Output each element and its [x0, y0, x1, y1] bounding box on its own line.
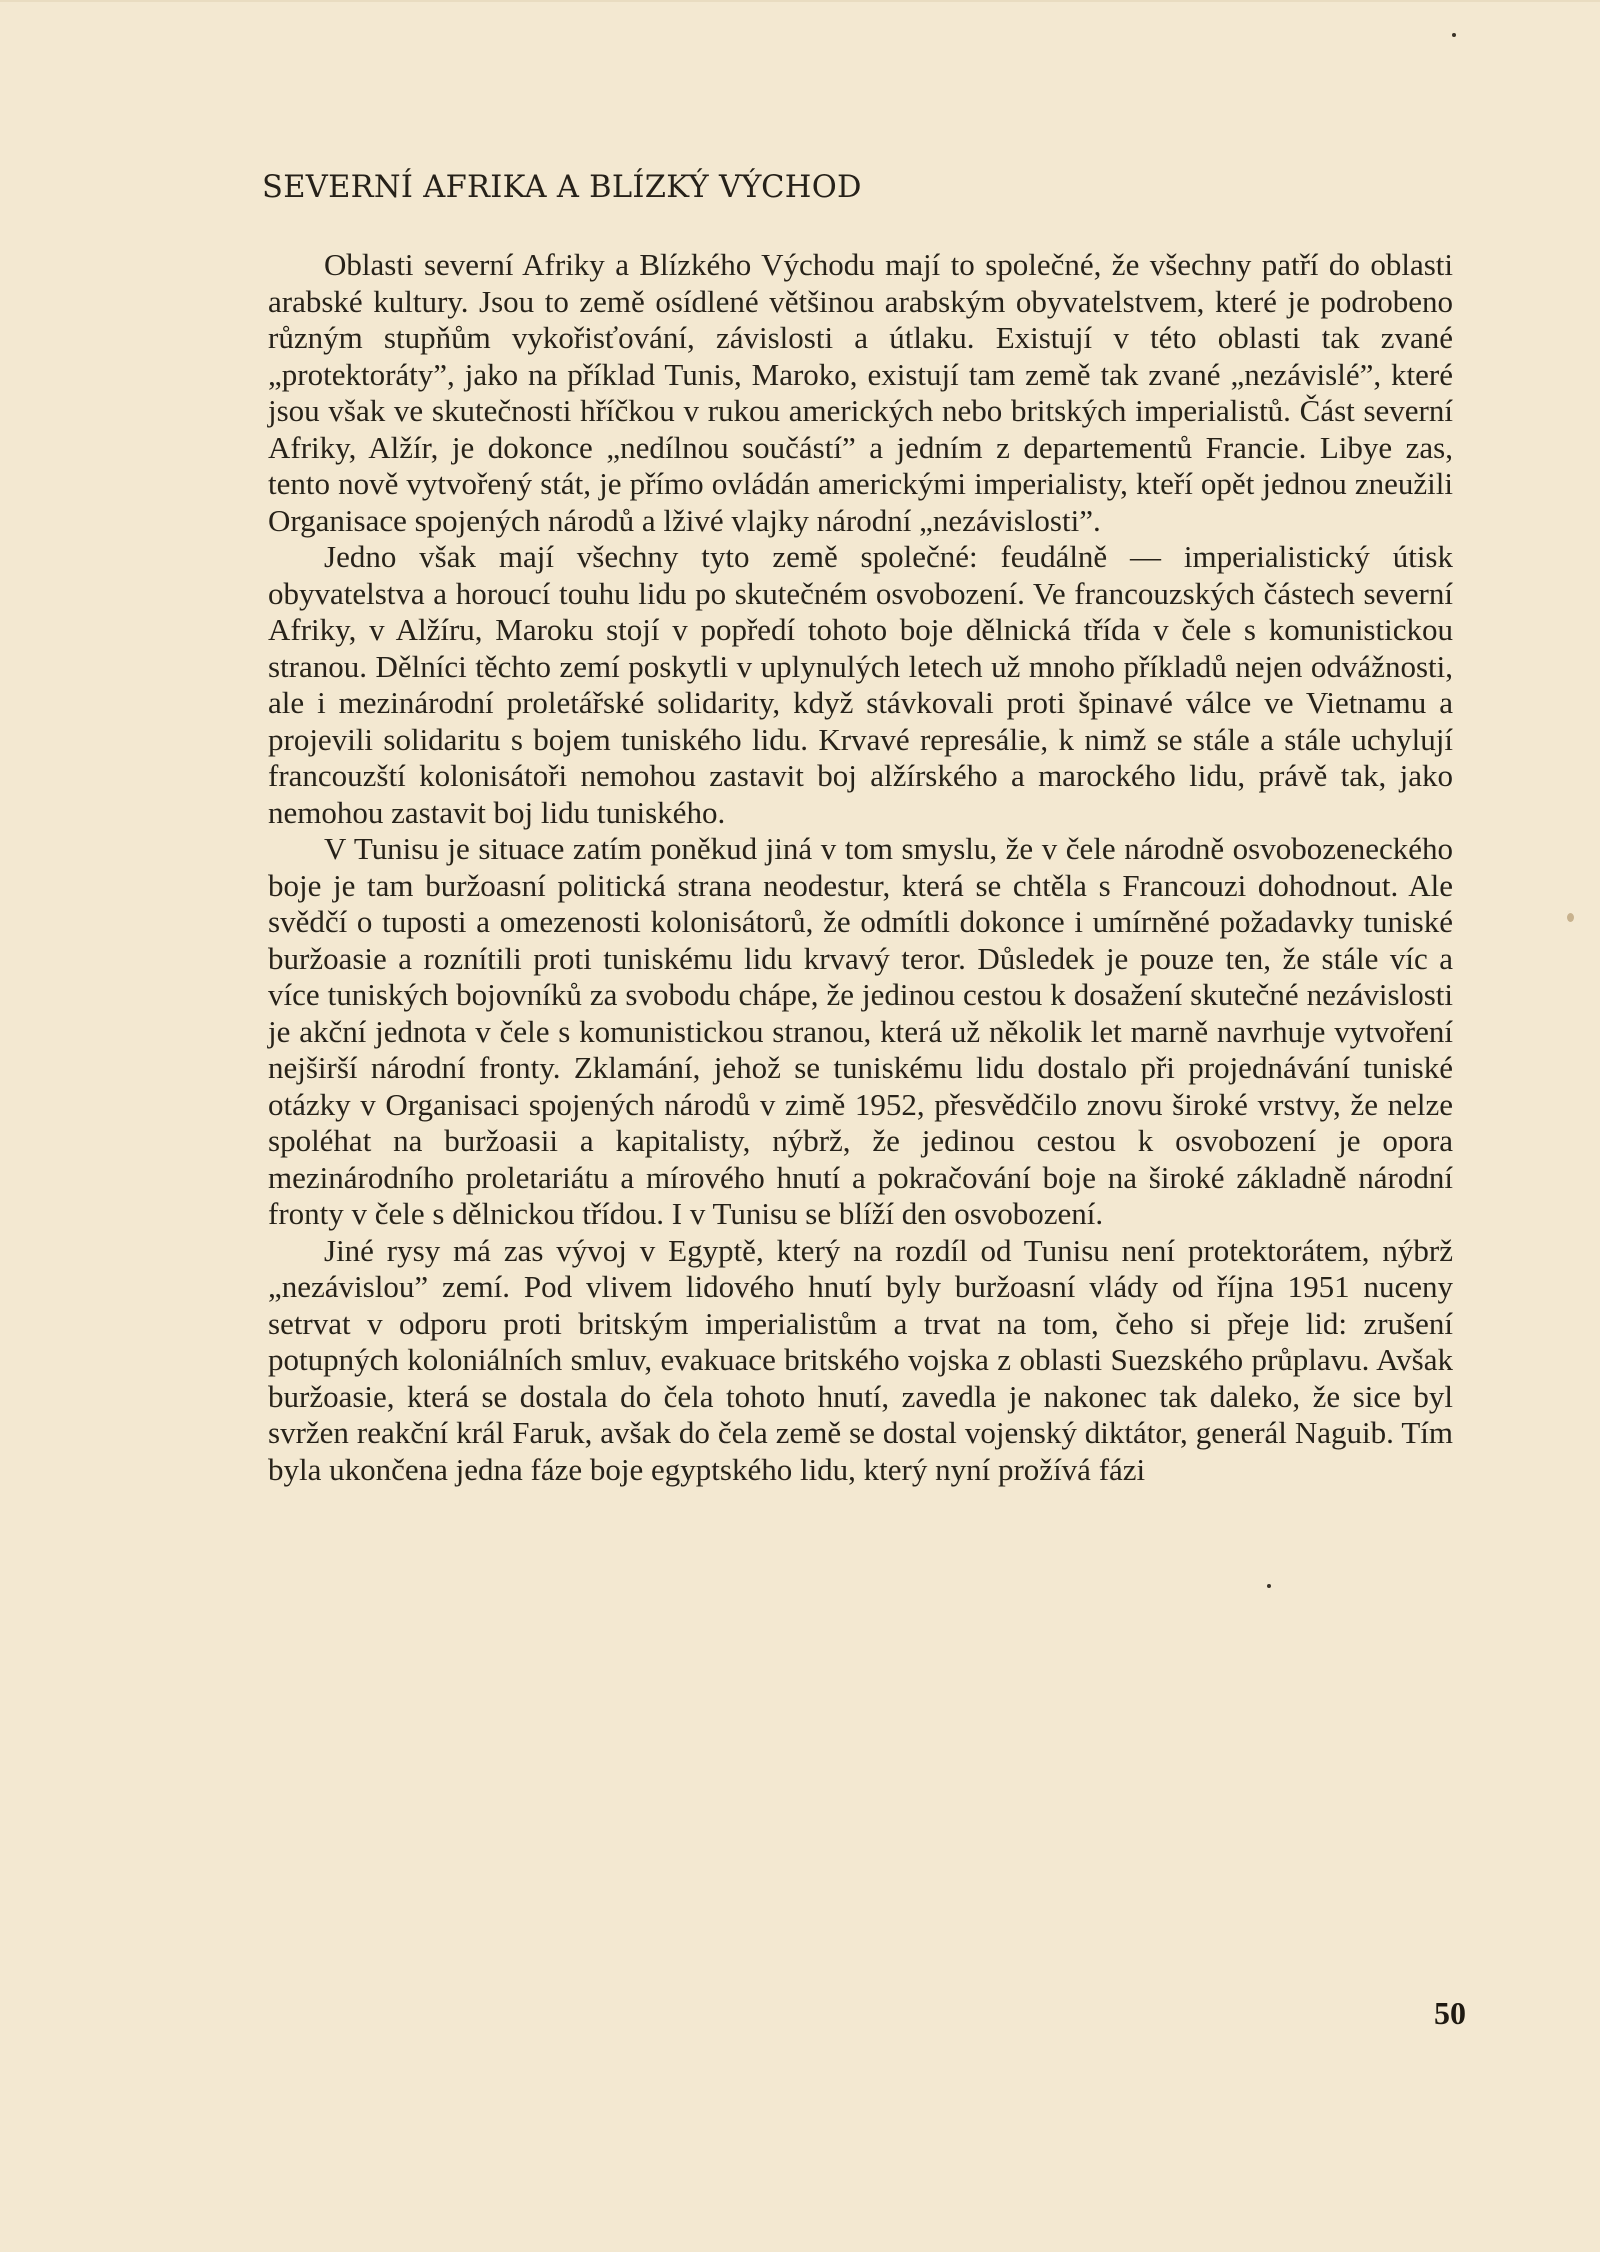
ink-speck	[1452, 33, 1456, 37]
page-top-edge	[0, 0, 1600, 2]
body-text	[268, 247, 1453, 1488]
paragraph-4: Jiné rysy má zas vývoj v Egyptě, který na rozdíl od Tunisu není protektorátem, nýbrž „nezávislou” zemí. Pod vlivem lidového hnutí byly buržoasní vlády od října 1951 nuceny setrvat v odporu proti britským imperialistům a trvat na tom, čeho si přeje lid: zrušení potupných koloniálních smluv, evakuace britského vojska z oblasti Suezského průplavu. Avšak buržoasie, která se dostala do čela tohoto hnutí, zavedla je nakonec tak daleko, že sice byl svržen reakční král Faruk, avšak do čela země se dostal vojenský diktátor, generál Naguib. Tím byla ukončena jedna fáze boje egyptského lidu, který nyní prožívá fázi	[268, 1232, 1453, 1487]
paper-stain	[1567, 913, 1574, 922]
paragraph-2: Jedno však mají všechny tyto země společné: feudálně — imperialistický útisk obyvatelstva a horoucí touhu lidu po skutečném osvobození. Ve francouzských částech severní Afriky, v Alžíru, Maroku stojí v popředí tohoto boje dělnická třída v čele s komunistickou stranou. Dělníci těchto zemí poskytli v uplynulých letech už mnoho příkladů nejen odvážnosti, ale i mezinárodní proletářské solidarity, když stávkovali proti špinavé válce ve Vietnamu a projevili solidaritu s bojem tuniského lidu. Krvavé represálie, k nimž se stále a stále uchylují francouzští kolonisátoři nemohou zastavit boj alžírského a marockého lidu, právě tak, jako nemohou zastavit boj lidu tuniského.	[268, 539, 1453, 830]
chapter-heading: SEVERNÍ AFRIKA A BLÍZKÝ VÝCHOD	[262, 170, 862, 205]
page-number: 50	[1434, 1995, 1466, 2031]
paragraph-3: V Tunisu je situace zatím poněkud jiná v tom smyslu, že v čele národně osvobozeneckého boje je tam buržoasní politická strana neodestur, která se chtěla s Francouzi dohodnout. Ale svědčí o tuposti a omezenosti kolonisátorů, že odmítli dokonce i umírněné požadavky tuniské buržoasie a roznítili proti tuniskému lidu krvavý teror. Důsledek je pouze ten, že stále víc a více tuniských bojovníků za svobodu chápe, že jedinou cestou k dosažení skutečné nezávislosti je akční jednota v čele s komunistickou stranou, která už několik let marně navrhuje vytvoření nejširší národní fronty. Zklamání, jehož se tuniskému lidu dostalo při projednávání tuniské otázky v Organisaci spojených národů v zimě 1952, přesvědčilo znovu široké vrstvy, že nelze spoléhat na buržoasii a kapitalisty, nýbrž, že jedinou cestou k osvobození je opora mezinárodního proletariátu a mírového hnutí a pokračování boje na široké základně národní fronty v čele s dělnickou třídou. I v Tunisu se blíží den osvobození.	[268, 831, 1453, 1231]
paragraph-1: Oblasti severní Afriky a Blízkého Východu mají to společné, že všechny patří do oblasti arabské kultury. Jsou to země osídlené většinou arabským obyvatelstvem, které je podrobeno různým stupňům vykořisťování, závislosti a útlaku. Existují v této oblasti tak zvané „protektoráty”, jako na příklad Tunis, Maroko, existují tam země tak zvané „nezávislé”, které jsou však ve skutečnosti hříčkou v rukou amerických nebo britských imperialistů. Část severní Afriky, Alžír, je dokonce „nedílnou součástí” a jedním z departementů Francie. Libye zas, tento nově vytvořený stát, je přímo ovládán americkými imperialisty, kteří opět jednou zneužili Organisace spojených národů a lživé vlajky národní „nezávislosti”.	[268, 247, 1453, 538]
ink-speck	[1267, 1584, 1271, 1588]
